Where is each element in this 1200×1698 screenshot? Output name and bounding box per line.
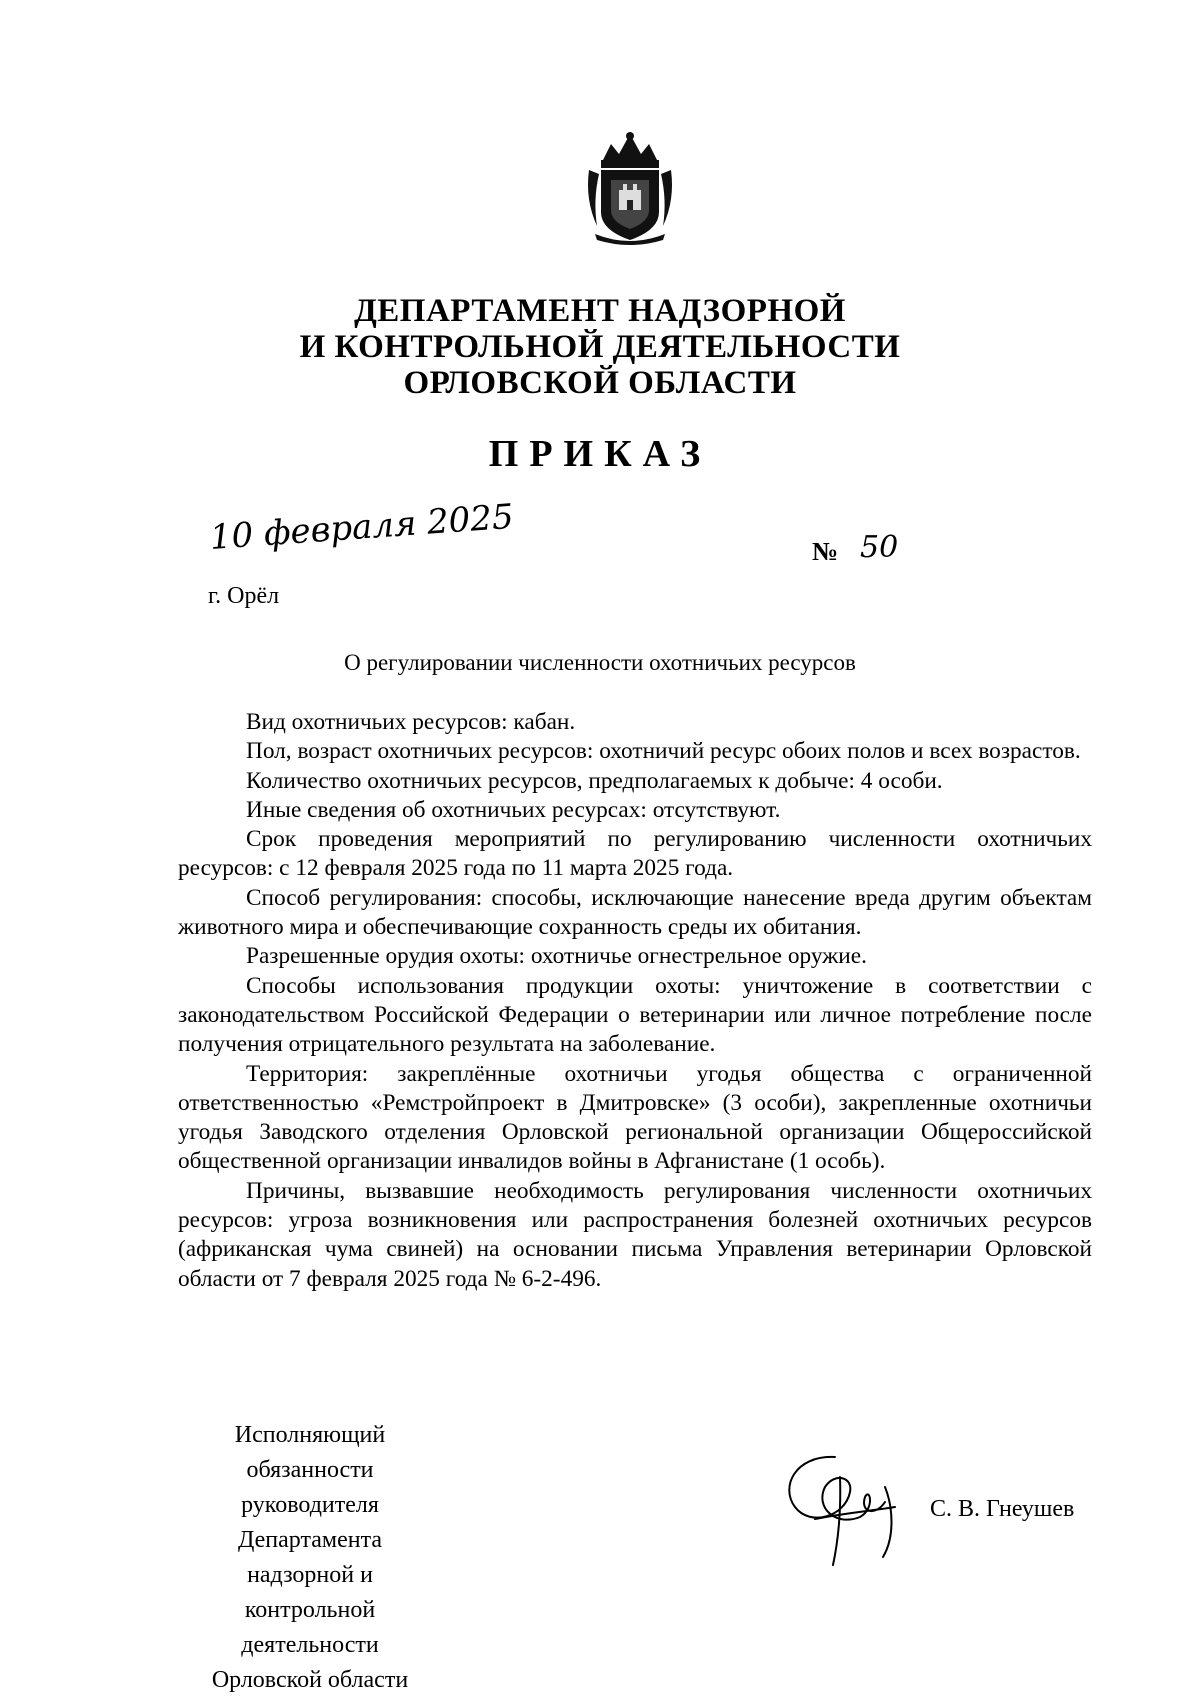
paragraph: Иные сведения об охотничьих ресурсах: отсутствуют. [246,796,781,823]
position-line: руководителя [241,1492,379,1518]
paragraph: Количество охотничьих ресурсов, предполагаемых к добыче: 4 особи. [246,767,943,794]
position-line: Департамента [237,1527,383,1553]
position-line: надзорной и [247,1562,373,1588]
position-line: Исполняющий [234,1422,386,1448]
org-line: ДЕПАРТАМЕНТ НАДЗОРНОЙ [354,293,846,329]
paragraph: Территория: закреплённые охотничьи угодья общества с ограниченной ответственностью «Ремстройпроект в Дмитровске» (3 особи), закрепленные охотничьи угодья Заводского отделения Орловской региональной организации Общероссийской общественной организации инвалидов войны в Афганистане (1 особь). [178,1060,1092,1175]
paragraph: Способы использования продукции охоты: уничтожение в соответствии с законодательством Российской Федерации о ветеринарии или личное потребление после получения отрицательного результата на заболевание. [178,972,1092,1058]
number-label: № [812,537,839,566]
signatory-name: С. В. Гнеушев [930,1496,1075,1522]
position-line: обязанности [246,1457,374,1483]
position-line: Орловской области [211,1667,409,1693]
paragraph: Пол, возраст охотничьих ресурсов: охотничий ресурс обоих полов и всех возрастов. [246,738,1081,765]
signatory-position [190,1418,430,1698]
handwritten-number: 50 [860,530,899,565]
position-line: деятельности [241,1632,379,1658]
paragraph: Разрешенные орудия охоты: охотничье огнестрельное оружие. [246,943,867,970]
order-body [178,708,1092,1294]
handwritten-date: 10 февраля 2025 [208,496,515,558]
org-line: И КОНТРОЛЬНОЙ ДЕЯТЕЛЬНОСТИ [299,329,901,365]
order-subject: О регулировании численности охотничьих ресурсов [344,650,856,675]
position-line: контрольной [244,1597,376,1623]
paragraph: Причины, вызвавшие необходимость регулирования численности охотничьих ресурсов: угроза возникновения или распространения болезней охотничьих ресурсов (африканская чума свиней) на основании письма Управления ветеринарии Орловской области от 7 февраля 2025 года № 6-2-496. [178,1177,1092,1292]
coat-of-arms-icon [583,130,677,246]
org-line: ОРЛОВСКОЙ ОБЛАСТИ [403,365,797,401]
document-type-title: ПРИКАЗ [488,433,712,475]
city: г. Орёл [208,583,280,609]
paragraph: Способ регулирования: способы, исключающие нанесение вреда другим объектам животного мира и обеспечивающие сохранность среды их обитания. [178,884,1092,941]
paragraph: Срок проведения мероприятий по регулированию численности охотничьих ресурсов: с 12 февраля 2025 года по 11 марта 2025 года. [178,826,1092,882]
paragraph: Вид охотничьих ресурсов: кабан. [246,709,576,735]
organization-name [0,293,1200,401]
handwritten-signature [775,1447,910,1572]
